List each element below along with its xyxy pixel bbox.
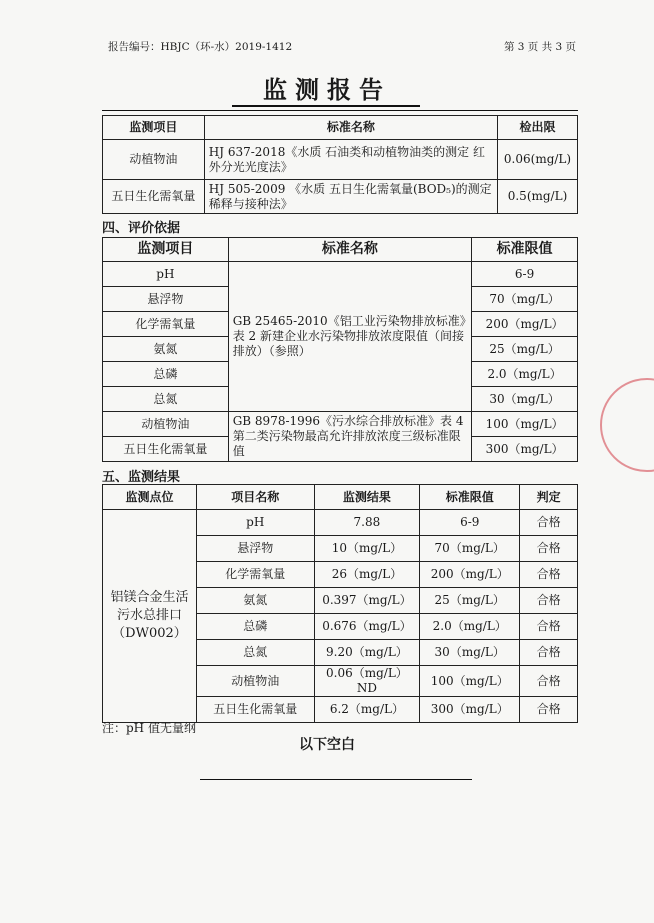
result-item: 氨氮 <box>196 588 314 614</box>
standards-limit: 2.0（mg/L） <box>472 362 578 387</box>
report-number: 报告编号：HBJC（环-水）2019-1412 <box>108 41 293 53</box>
result-item: 总氮 <box>196 640 314 666</box>
result-verdict: 合格 <box>520 697 578 723</box>
header-divider <box>102 110 578 111</box>
standards-limit: 30（mg/L） <box>472 387 578 412</box>
result-verdict: 合格 <box>520 510 578 536</box>
seal-stamp <box>600 378 654 472</box>
method-limit: 0.06(mg/L) <box>498 140 578 180</box>
result-limit: 6-9 <box>420 510 520 536</box>
page-header <box>108 39 576 54</box>
result-limit: 2.0（mg/L） <box>420 614 520 640</box>
method-standard: HJ 505-2009 《水质 五日生化需氧量(BOD₅)的测定 稀释与接种法》 <box>204 180 497 214</box>
result-limit: 100（mg/L） <box>420 666 520 697</box>
standards-item: 总磷 <box>103 362 229 387</box>
method-item: 五日生化需氧量 <box>103 180 205 214</box>
result-verdict: 合格 <box>520 614 578 640</box>
result-verdict: 合格 <box>520 666 578 697</box>
results-header-site: 监测点位 <box>103 485 197 510</box>
standards-limit: 300（mg/L） <box>472 437 578 462</box>
method-header-limit: 检出限 <box>498 116 578 140</box>
result-item: 化学需氧量 <box>196 562 314 588</box>
page-info: 第 3 页 共 3 页 <box>503 41 576 53</box>
method-standard: HJ 637-2018《水质 石油类和动植物油类的测定 红外分光光度法》 <box>204 140 497 180</box>
result-value: 7.88 <box>314 510 420 536</box>
bottom-divider <box>200 779 472 780</box>
result-value: 6.2（mg/L） <box>314 697 420 723</box>
standards-item: pH <box>103 262 229 287</box>
result-limit: 70（mg/L） <box>420 536 520 562</box>
report-title: 监测报告 <box>263 75 391 104</box>
result-verdict: 合格 <box>520 588 578 614</box>
results-header-limit: 标准限值 <box>420 485 520 510</box>
blank-below-text: 以下空白 <box>299 737 355 753</box>
result-verdict: 合格 <box>520 640 578 666</box>
method-table <box>102 115 578 214</box>
standards-item: 悬浮物 <box>103 287 229 312</box>
result-item: pH <box>196 510 314 536</box>
standards-item: 化学需氧量 <box>103 312 229 337</box>
results-header-verdict: 判定 <box>520 485 578 510</box>
standards-limit: 200（mg/L） <box>472 312 578 337</box>
standards-item: 动植物油 <box>103 412 229 437</box>
result-limit: 200（mg/L） <box>420 562 520 588</box>
results-header-result: 监测结果 <box>314 485 420 510</box>
result-value: 0.06（mg/L）ND <box>314 666 420 697</box>
standards-header-standard: 标准名称 <box>228 238 471 262</box>
result-item: 动植物油 <box>196 666 314 697</box>
result-verdict: 合格 <box>520 536 578 562</box>
result-value: 10（mg/L） <box>314 536 420 562</box>
result-item: 悬浮物 <box>196 536 314 562</box>
method-header-standard: 标准名称 <box>204 116 497 140</box>
method-item: 动植物油 <box>103 140 205 180</box>
results-header-item: 项目名称 <box>196 485 314 510</box>
result-value: 0.676（mg/L） <box>314 614 420 640</box>
title-underline <box>232 105 420 107</box>
standards-item: 总氮 <box>103 387 229 412</box>
standards-header-limit: 标准限值 <box>472 238 578 262</box>
standards-limit: 25（mg/L） <box>472 337 578 362</box>
result-value: 26（mg/L） <box>314 562 420 588</box>
result-verdict: 合格 <box>520 562 578 588</box>
monitoring-site: 铝镁合金生活污水总排口（DW002） <box>103 510 197 723</box>
result-limit: 25（mg/L） <box>420 588 520 614</box>
result-value: 9.20（mg/L） <box>314 640 420 666</box>
standard-gb25465: GB 25465-2010《铝工业污染物排放标准》表 2 新建企业水污染物排放浓度限值（间接排放）（参照） <box>228 262 471 412</box>
results-table <box>102 484 578 723</box>
result-value: 0.397（mg/L） <box>314 588 420 614</box>
standards-limit: 70（mg/L） <box>472 287 578 312</box>
section5-heading: 五、监测结果 <box>102 470 181 485</box>
standards-item: 五日生化需氧量 <box>103 437 229 462</box>
standards-item: 氨氮 <box>103 337 229 362</box>
method-limit: 0.5(mg/L) <box>498 180 578 214</box>
result-limit: 300（mg/L） <box>420 697 520 723</box>
result-item: 五日生化需氧量 <box>196 697 314 723</box>
standard-gb8978: GB 8978-1996《污水综合排放标准》表 4 第二类污染物最高允许排放浓度三级标准限值 <box>228 412 471 462</box>
method-header-item: 监测项目 <box>103 116 205 140</box>
section4-heading: 四、评价依据 <box>102 221 181 236</box>
standards-table <box>102 237 578 462</box>
standards-limit: 6-9 <box>472 262 578 287</box>
result-item: 总磷 <box>196 614 314 640</box>
standards-limit: 100（mg/L） <box>472 412 578 437</box>
result-limit: 30（mg/L） <box>420 640 520 666</box>
footnote: 注：pH 值无量纲 <box>102 721 196 735</box>
standards-header-item: 监测项目 <box>103 238 229 262</box>
